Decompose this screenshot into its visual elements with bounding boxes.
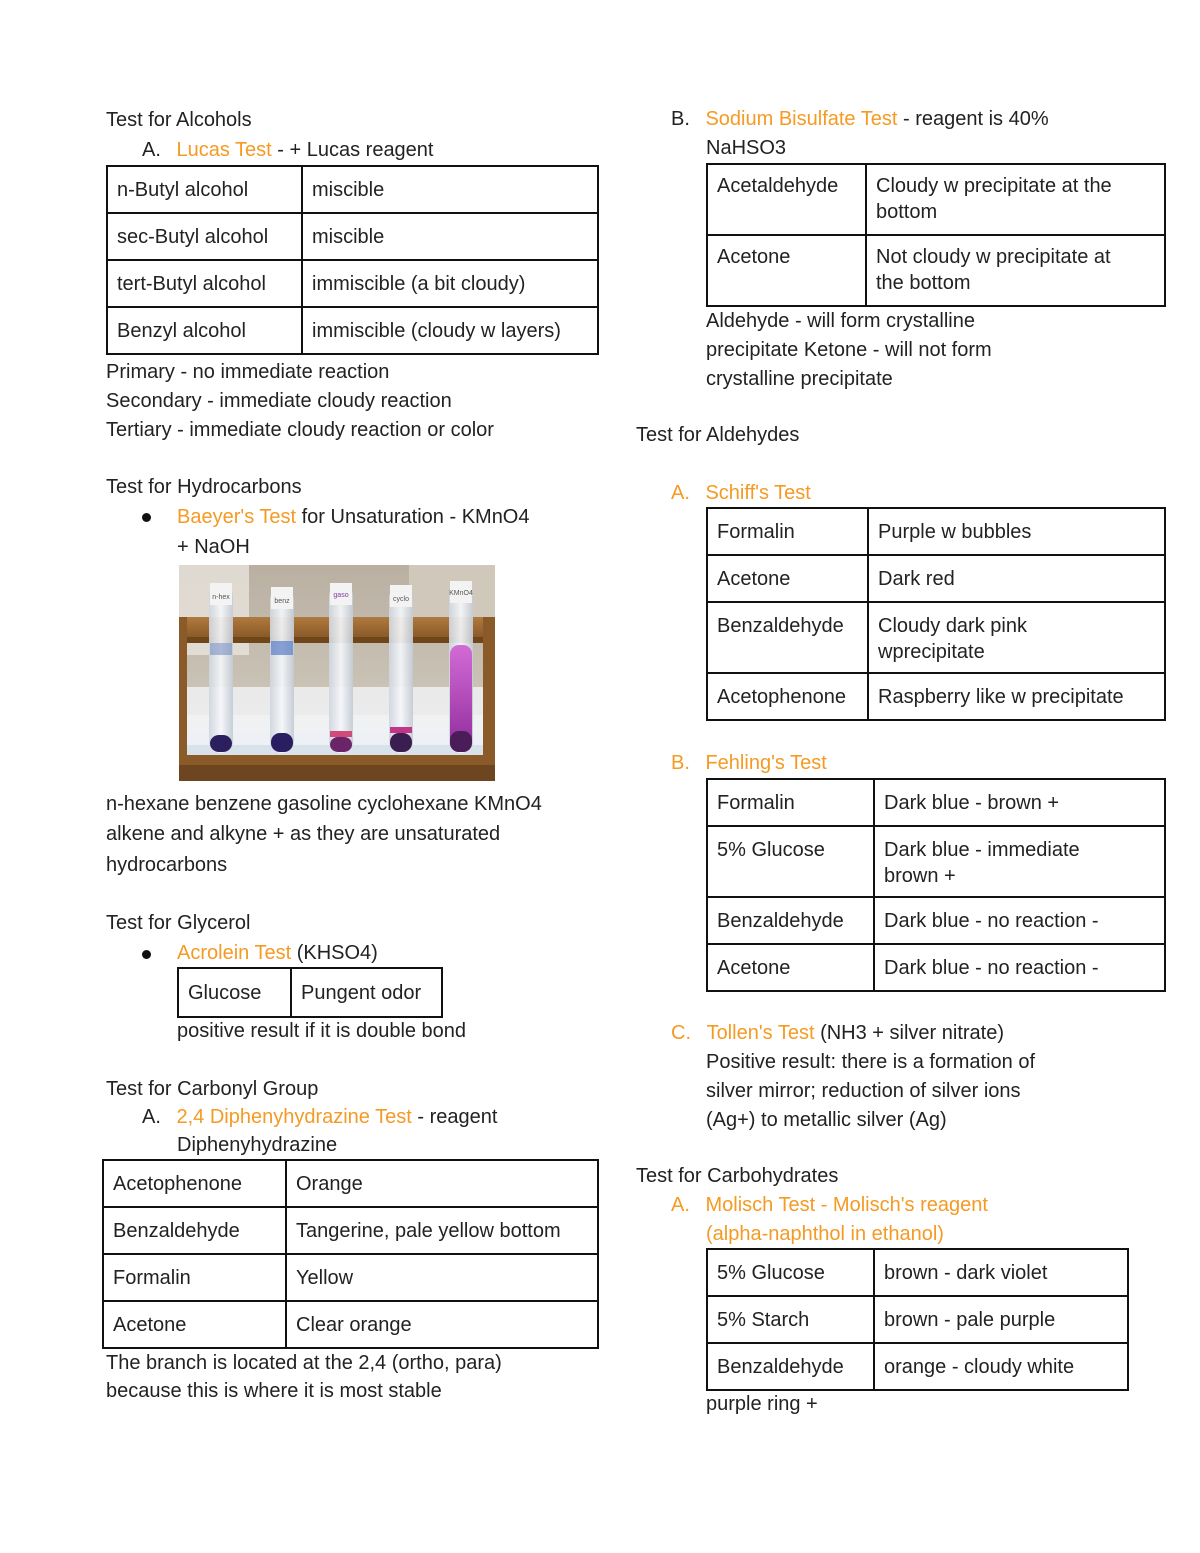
molisch-reagent-detail: (alpha-naphthol in ethanol) <box>706 1223 944 1245</box>
table-cell: n-Butyl alcohol <box>107 166 302 213</box>
table-cell: Dark blue - no reaction - <box>874 944 1165 991</box>
list-marker: B. <box>671 752 690 774</box>
list-marker: B. <box>671 108 690 130</box>
note-primary: Primary - no immediate reaction <box>106 361 390 383</box>
table-cell: 5% Starch <box>707 1296 874 1343</box>
table-row <box>707 779 1165 826</box>
molisch-test-line <box>671 1191 988 1219</box>
cell-line: Cloudy w precipitate at the <box>876 175 1112 197</box>
table-row <box>178 968 442 1017</box>
table-cell: Benzaldehyde <box>103 1207 286 1254</box>
table-cell: orange - cloudy white <box>874 1343 1128 1390</box>
tollen-note-1: Positive result: there is a formation of <box>706 1051 1036 1073</box>
table-cell: Yellow <box>286 1254 598 1301</box>
baeyer-test-name: Baeyer's Test <box>177 506 297 528</box>
note-tertiary: Tertiary - immediate cloudy reaction or color <box>106 419 494 441</box>
baeyer-test-line <box>177 503 530 531</box>
table-cell: Formalin <box>707 508 868 555</box>
table-cell: Benzaldehyde <box>707 1343 874 1390</box>
bullet-icon <box>142 950 151 959</box>
table-row <box>707 1296 1128 1343</box>
table-row <box>707 555 1165 602</box>
fehling-test-line <box>671 749 827 777</box>
table-cell: Glucose <box>178 968 291 1017</box>
table-row <box>707 164 1165 235</box>
table-cell: miscible <box>302 166 598 213</box>
list-marker: A. <box>142 139 161 161</box>
molisch-note: purple ring + <box>706 1393 818 1415</box>
diphenyhydrazine-test-name: 2,4 Diphenyhydrazine Test <box>176 1106 412 1128</box>
bisulfate-note-2: precipitate Ketone - will not form <box>706 339 992 361</box>
carbonyl-heading: Test for Carbonyl Group <box>106 1078 319 1100</box>
table-cell: Orange <box>286 1160 598 1207</box>
list-marker: A. <box>671 482 690 504</box>
bisulfate-note-3: crystalline precipitate <box>706 368 893 390</box>
table-cell: Purple w bubbles <box>868 508 1165 555</box>
bisulfate-test-name: Sodium Bisulfate Test <box>705 108 898 130</box>
diphenyhydrazine-test-reagent: - reagent <box>411 1106 498 1128</box>
hydrocarbons-heading: Test for Hydrocarbons <box>106 476 302 498</box>
list-marker: A. <box>142 1106 161 1128</box>
tollen-test-name: Tollen's Test <box>706 1022 815 1044</box>
table-cell: Dark red <box>868 555 1165 602</box>
note-secondary: Secondary - immediate cloudy reaction <box>106 390 452 412</box>
tube-label: KMnO4 <box>449 590 473 597</box>
lucas-test-name: Lucas Test <box>176 139 272 161</box>
bisulfate-test-reagent: - reagent is 40% <box>897 108 1049 130</box>
cell-line: bottom <box>876 201 938 223</box>
schiff-results-table <box>706 507 1166 721</box>
cell-line: wprecipitate <box>878 641 985 663</box>
tollen-note-2: silver mirror; reduction of silver ions <box>706 1080 1021 1102</box>
table-cell <box>866 164 1165 235</box>
table-cell: 5% Glucose <box>707 1249 874 1296</box>
table-cell <box>868 602 1165 673</box>
lucas-test-line <box>142 136 434 164</box>
tollen-test-line <box>671 1019 1004 1047</box>
table-row <box>707 602 1165 673</box>
table-cell: Acetone <box>707 235 866 306</box>
table-cell: Dark blue - no reaction - <box>874 897 1165 944</box>
table-cell: brown - dark violet <box>874 1249 1128 1296</box>
acrolein-test-line <box>177 939 378 967</box>
acrolein-results-table <box>177 967 443 1018</box>
table-cell: tert-Butyl alcohol <box>107 260 302 307</box>
cell-line: brown + <box>884 865 956 887</box>
table-cell: Acetone <box>707 555 868 602</box>
glycerol-heading: Test for Glycerol <box>106 912 251 934</box>
fehling-test-name: Fehling's Test <box>705 752 827 774</box>
table-cell: Clear orange <box>286 1301 598 1348</box>
table-row <box>103 1254 598 1301</box>
table-cell: brown - pale purple <box>874 1296 1128 1343</box>
table-cell: immiscible (a bit cloudy) <box>302 260 598 307</box>
table-row <box>707 508 1165 555</box>
baeyer-test-reagent: for Unsaturation - KMnO4 <box>296 506 530 528</box>
carbonyl-results-table <box>102 1159 599 1349</box>
list-marker: C. <box>671 1022 691 1044</box>
tollen-note-3: (Ag+) to metallic silver (Ag) <box>706 1109 947 1131</box>
molisch-results-table <box>706 1248 1129 1391</box>
diphenyhydrazine-test-line <box>142 1103 497 1131</box>
table-row <box>707 673 1165 720</box>
table-row <box>707 944 1165 991</box>
lucas-test-reagent: - + Lucas reagent <box>271 139 434 161</box>
table-cell: Benzaldehyde <box>707 897 874 944</box>
acrolein-test-reagent: (KHSO4) <box>291 942 378 964</box>
lucas-results-table <box>106 165 599 355</box>
photo-caption-line-1: n-hexane benzene gasoline cyclohexane KMnO4 <box>106 793 542 815</box>
schiff-test-line <box>671 479 811 507</box>
list-marker: A. <box>671 1194 690 1216</box>
bisulfate-reagent-cont: NaHSO3 <box>706 137 787 159</box>
photo-caption-line-3: hydrocarbons <box>106 854 228 876</box>
table-row <box>103 1301 598 1348</box>
carbonyl-note-1: The branch is located at the 2,4 (ortho, para) <box>106 1352 502 1374</box>
table-cell: Formalin <box>707 779 874 826</box>
table-cell: miscible <box>302 213 598 260</box>
table-cell: Acetaldehyde <box>707 164 866 235</box>
table-cell: Acetophenone <box>707 673 868 720</box>
table-row <box>107 166 598 213</box>
table-cell: Pungent odor <box>291 968 442 1017</box>
aldehydes-heading: Test for Aldehydes <box>636 424 800 446</box>
table-row <box>707 897 1165 944</box>
table-cell: Benzyl alcohol <box>107 307 302 354</box>
table-row <box>707 1249 1128 1296</box>
table-cell: Acetophenone <box>103 1160 286 1207</box>
cell-line: the bottom <box>876 272 971 294</box>
diphenyhydrazine-reagent-cont: Diphenyhydrazine <box>177 1134 338 1156</box>
photo-caption-line-2: alkene and alkyne + as they are unsaturated <box>106 823 501 845</box>
table-row <box>707 1343 1128 1390</box>
molisch-test-name: Molisch Test - Molisch's reagent <box>705 1194 988 1216</box>
table-cell: Dark blue - brown + <box>874 779 1165 826</box>
carbonyl-note-2: because this is where it is most stable <box>106 1380 442 1402</box>
acrolein-note: positive result if it is double bond <box>177 1020 467 1042</box>
bisulfate-test-line <box>671 105 1049 133</box>
tube-label: gaso <box>333 592 349 599</box>
tollen-test-reagent: (NH3 + silver nitrate) <box>814 1022 1005 1044</box>
table-row <box>103 1160 598 1207</box>
table-row <box>107 213 598 260</box>
table-cell <box>874 826 1165 897</box>
acrolein-test-name: Acrolein Test <box>177 942 292 964</box>
table-cell: 5% Glucose <box>707 826 874 897</box>
table-cell: Raspberry like w precipitate <box>868 673 1165 720</box>
table-cell: Acetone <box>103 1301 286 1348</box>
table-cell: Formalin <box>103 1254 286 1301</box>
table-row <box>707 826 1165 897</box>
table-cell: immiscible (cloudy w layers) <box>302 307 598 354</box>
table-row <box>107 307 598 354</box>
table-cell <box>866 235 1165 306</box>
tube-label: cyclo <box>393 596 409 603</box>
fehling-results-table <box>706 778 1166 992</box>
tube-label: benz <box>274 598 290 605</box>
table-row <box>107 260 598 307</box>
table-cell: Benzaldehyde <box>707 602 868 673</box>
cell-line: Cloudy dark pink <box>878 615 1027 637</box>
bullet-icon <box>142 513 151 522</box>
tube-label: n-hex <box>212 594 230 601</box>
bisulfate-note-1: Aldehyde - will form crystalline <box>706 310 975 332</box>
table-cell: Tangerine, pale yellow bottom <box>286 1207 598 1254</box>
baeyer-test-reagent-cont: + NaOH <box>177 536 250 558</box>
bisulfate-results-table <box>706 163 1166 307</box>
table-row <box>707 235 1165 306</box>
table-cell: sec-Butyl alcohol <box>107 213 302 260</box>
cell-line: Dark blue - immediate <box>884 839 1080 861</box>
cell-line: Not cloudy w precipitate at <box>876 246 1111 268</box>
test-tubes-photo <box>179 565 495 781</box>
table-row <box>103 1207 598 1254</box>
alcohols-heading: Test for Alcohols <box>106 109 252 131</box>
schiff-test-name: Schiff's Test <box>705 482 811 504</box>
table-cell: Acetone <box>707 944 874 991</box>
carbohydrates-heading: Test for Carbohydrates <box>636 1165 839 1187</box>
